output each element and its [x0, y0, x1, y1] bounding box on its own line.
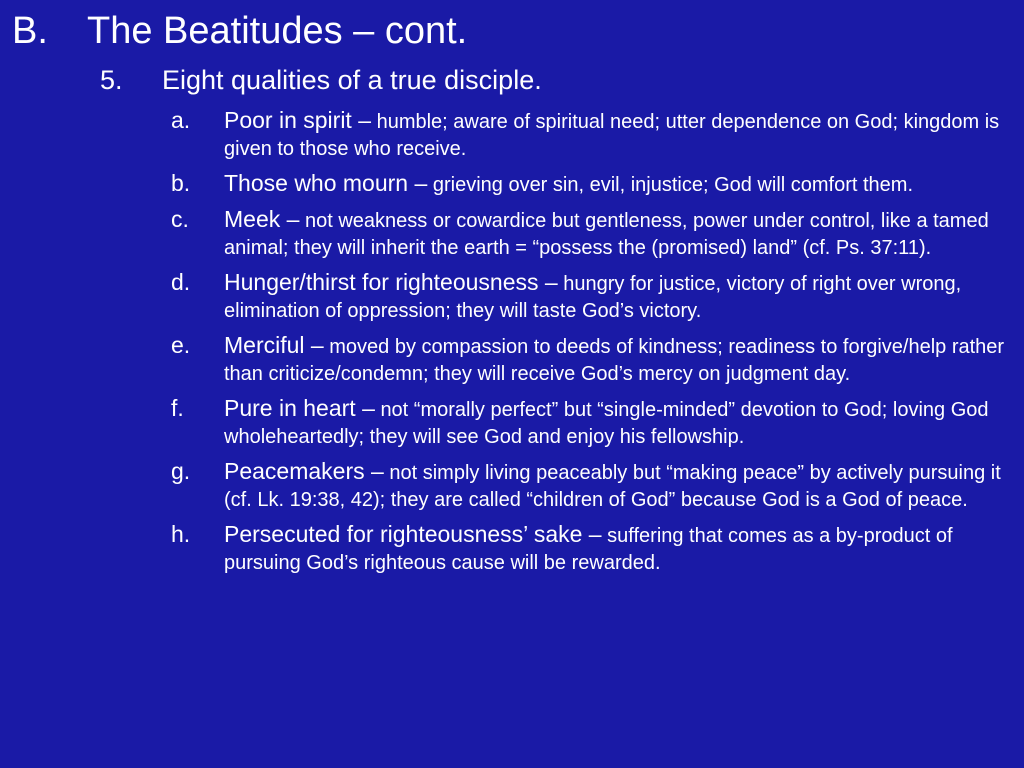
item-body	[224, 521, 1019, 577]
subheading-text: Eight qualities of a true disciple.	[162, 65, 542, 95]
item-marker: a.	[171, 107, 191, 133]
item-marker: g.	[171, 458, 191, 484]
list-item	[171, 170, 1019, 199]
item-term: Meek –	[224, 206, 300, 232]
item-body	[224, 269, 1019, 325]
item-body	[224, 170, 1019, 199]
item-body	[224, 107, 1019, 163]
item-body	[224, 332, 1019, 388]
item-body	[224, 458, 1019, 514]
item-marker: c.	[171, 206, 189, 232]
heading-marker: B.	[12, 10, 48, 52]
beatitudes-list	[171, 107, 1019, 584]
item-description: moved by compassion to deeds of kindness; readiness to forgive/help rather than criticize/condemn; they will receive God’s mercy on judgment day.	[224, 336, 1005, 385]
subheading-marker: 5.	[100, 65, 123, 95]
slide-heading	[12, 8, 467, 54]
list-item	[171, 332, 1019, 388]
item-marker: d.	[171, 269, 191, 295]
list-item	[171, 458, 1019, 514]
item-description: humble; aware of spiritual need; utter dependence on God; kingdom is given to those who receive.	[224, 111, 1000, 160]
item-description: suffering that comes as a by-product of pursuing God’s righteous cause will be rewarded.	[224, 525, 953, 574]
item-description: not weakness or cowardice but gentleness, power under control, like a tamed animal; they will inherit the earth = “possess the (promised) land” (cf. Ps. 37:11).	[224, 210, 989, 259]
list-item	[171, 107, 1019, 163]
list-item	[171, 269, 1019, 325]
item-marker: f.	[171, 395, 184, 421]
item-marker: b.	[171, 170, 191, 196]
item-term: Peacemakers –	[224, 458, 384, 484]
list-item	[171, 521, 1019, 577]
heading-text: The Beatitudes – cont.	[87, 10, 468, 52]
item-term: Persecuted for righteousness’ sake –	[224, 521, 602, 547]
list-item	[171, 395, 1019, 451]
item-description: not simply living peaceably but “making peace” by actively pursuing it (cf. Lk. 19:38, 42); they are called “children of God” because God is a God of peace.	[224, 462, 1001, 511]
item-term: Poor in spirit –	[224, 107, 372, 133]
item-body	[224, 395, 1019, 451]
item-term: Pure in heart –	[224, 395, 375, 421]
slide-subheading	[100, 63, 542, 97]
item-marker: h.	[171, 521, 191, 547]
item-body	[224, 206, 1019, 262]
item-description: grieving over sin, evil, injustice; God will comfort them.	[432, 174, 914, 196]
item-marker: e.	[171, 332, 191, 358]
item-term: Merciful –	[224, 332, 324, 358]
item-term: Those who mourn –	[224, 170, 428, 196]
item-term: Hunger/thirst for righteousness –	[224, 269, 558, 295]
item-description: not “morally perfect” but “single-minded” devotion to God; loving God wholeheartedly; they will see God and enjoy his fellowship.	[224, 399, 989, 448]
list-item	[171, 206, 1019, 262]
item-description: hungry for justice, victory of right over wrong, elimination of oppression; they will taste God’s victory.	[224, 273, 962, 322]
